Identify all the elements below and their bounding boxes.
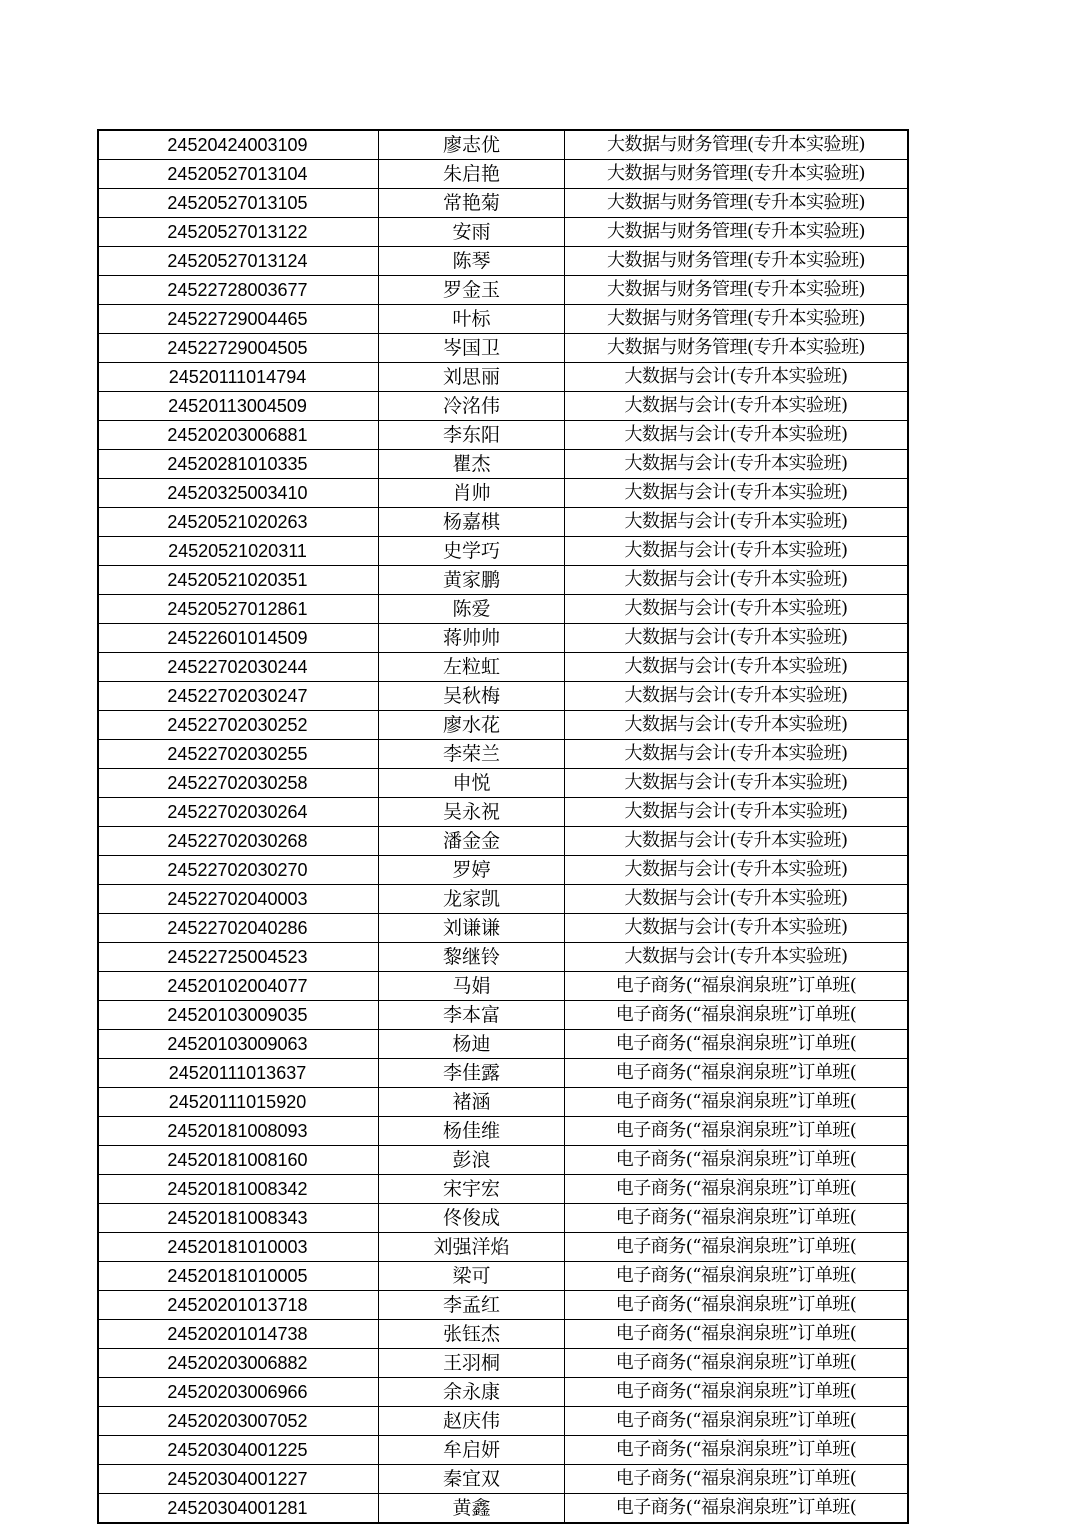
table-row <box>98 595 908 624</box>
student-id-cell: 24520111015920 <box>98 1088 379 1117</box>
major-cell: 大数据与会计(专升本实验班) <box>565 943 909 972</box>
table-row <box>98 972 908 1001</box>
major-cell: 大数据与财务管理(专升本实验班) <box>565 305 909 334</box>
student-name-cell: 申悦 <box>379 769 565 798</box>
major-cell: 电子商务(“福泉润泉班”订单班( <box>565 1117 909 1146</box>
table-row <box>98 566 908 595</box>
major-cell: 电子商务(“福泉润泉班”订单班( <box>565 1291 909 1320</box>
table-row <box>98 740 908 769</box>
student-id-cell: 24520527013104 <box>98 160 379 189</box>
major-cell: 大数据与会计(专升本实验班) <box>565 595 909 624</box>
major-cell: 大数据与财务管理(专升本实验班) <box>565 334 909 363</box>
student-name-cell: 李孟红 <box>379 1291 565 1320</box>
major-cell: 大数据与会计(专升本实验班) <box>565 711 909 740</box>
student-id-cell: 24522702030247 <box>98 682 379 711</box>
student-name-cell: 吴秋梅 <box>379 682 565 711</box>
major-cell: 大数据与会计(专升本实验班) <box>565 508 909 537</box>
table-row <box>98 914 908 943</box>
student-name-cell: 李荣兰 <box>379 740 565 769</box>
student-id-cell: 24522702030244 <box>98 653 379 682</box>
student-id-cell: 24520181010003 <box>98 1233 379 1262</box>
table-row <box>98 798 908 827</box>
student-id-cell: 24520102004077 <box>98 972 379 1001</box>
major-cell: 大数据与会计(专升本实验班) <box>565 798 909 827</box>
student-id-cell: 24520181008343 <box>98 1204 379 1233</box>
student-name-cell: 廖水花 <box>379 711 565 740</box>
student-name-cell: 岑国卫 <box>379 334 565 363</box>
table-row <box>98 1088 908 1117</box>
student-id-cell: 24520281010335 <box>98 450 379 479</box>
student-id-cell: 24522702030258 <box>98 769 379 798</box>
student-name-cell: 李本富 <box>379 1001 565 1030</box>
table-row <box>98 769 908 798</box>
student-id-cell: 24520111013637 <box>98 1059 379 1088</box>
student-name-cell: 安雨 <box>379 218 565 247</box>
table-row <box>98 1465 908 1494</box>
student-name-cell: 秦宜双 <box>379 1465 565 1494</box>
student-id-cell: 24520103009035 <box>98 1001 379 1030</box>
table-row <box>98 1001 908 1030</box>
table-row <box>98 1378 908 1407</box>
table-row <box>98 537 908 566</box>
student-id-cell: 24520304001227 <box>98 1465 379 1494</box>
major-cell: 大数据与财务管理(专升本实验班) <box>565 160 909 189</box>
table-row <box>98 1262 908 1291</box>
table-row <box>98 450 908 479</box>
table-row <box>98 508 908 537</box>
table-row <box>98 1204 908 1233</box>
major-cell: 大数据与财务管理(专升本实验班) <box>565 247 909 276</box>
student-name-cell: 陈琴 <box>379 247 565 276</box>
table-row <box>98 334 908 363</box>
student-id-cell: 24520203006966 <box>98 1378 379 1407</box>
student-id-cell: 24522725004523 <box>98 943 379 972</box>
student-name-cell: 刘谦谦 <box>379 914 565 943</box>
major-cell: 电子商务(“福泉润泉班”订单班( <box>565 1494 909 1524</box>
major-cell: 大数据与会计(专升本实验班) <box>565 827 909 856</box>
student-id-cell: 24520181008093 <box>98 1117 379 1146</box>
student-name-cell: 佟俊成 <box>379 1204 565 1233</box>
student-id-cell: 24520527012861 <box>98 595 379 624</box>
major-cell: 大数据与会计(专升本实验班) <box>565 682 909 711</box>
major-cell: 电子商务(“福泉润泉班”订单班( <box>565 1320 909 1349</box>
major-cell: 电子商务(“福泉润泉班”订单班( <box>565 1059 909 1088</box>
major-cell: 大数据与会计(专升本实验班) <box>565 740 909 769</box>
table-row <box>98 885 908 914</box>
table-row <box>98 1494 908 1524</box>
table-row <box>98 1320 908 1349</box>
student-name-cell: 常艳菊 <box>379 189 565 218</box>
table-row <box>98 1175 908 1204</box>
student-id-cell: 24522702030255 <box>98 740 379 769</box>
table-row <box>98 392 908 421</box>
student-id-cell: 24522702030268 <box>98 827 379 856</box>
major-cell: 电子商务(“福泉润泉班”订单班( <box>565 1030 909 1059</box>
student-id-cell: 24520201013718 <box>98 1291 379 1320</box>
table-row <box>98 1436 908 1465</box>
table-row <box>98 1030 908 1059</box>
student-name-cell: 赵庆伟 <box>379 1407 565 1436</box>
student-list-body <box>98 130 908 1523</box>
student-list-table <box>97 129 909 1524</box>
major-cell: 电子商务(“福泉润泉班”订单班( <box>565 1088 909 1117</box>
student-id-cell: 24520521020311 <box>98 537 379 566</box>
table-row <box>98 421 908 450</box>
student-name-cell: 黎继铃 <box>379 943 565 972</box>
student-id-cell: 24520111014794 <box>98 363 379 392</box>
major-cell: 电子商务(“福泉润泉班”订单班( <box>565 1378 909 1407</box>
major-cell: 大数据与财务管理(专升本实验班) <box>565 218 909 247</box>
table-row <box>98 276 908 305</box>
student-id-cell: 24520181008160 <box>98 1146 379 1175</box>
table-row <box>98 1146 908 1175</box>
student-name-cell: 廖志优 <box>379 130 565 160</box>
student-name-cell: 褚涵 <box>379 1088 565 1117</box>
major-cell: 大数据与会计(专升本实验班) <box>565 479 909 508</box>
student-id-cell: 24520113004509 <box>98 392 379 421</box>
student-id-cell: 24522601014509 <box>98 624 379 653</box>
table-row <box>98 363 908 392</box>
major-cell: 大数据与会计(专升本实验班) <box>565 363 909 392</box>
student-name-cell: 杨迪 <box>379 1030 565 1059</box>
student-name-cell: 朱启艳 <box>379 160 565 189</box>
student-name-cell: 余永康 <box>379 1378 565 1407</box>
student-name-cell: 黄鑫 <box>379 1494 565 1524</box>
major-cell: 电子商务(“福泉润泉班”订单班( <box>565 1233 909 1262</box>
student-id-cell: 24522702030264 <box>98 798 379 827</box>
major-cell: 大数据与会计(专升本实验班) <box>565 450 909 479</box>
student-name-cell: 彭浪 <box>379 1146 565 1175</box>
student-id-cell: 24522728003677 <box>98 276 379 305</box>
table-row <box>98 247 908 276</box>
table-row <box>98 711 908 740</box>
major-cell: 电子商务(“福泉润泉班”订单班( <box>565 1262 909 1291</box>
table-row <box>98 653 908 682</box>
table-row <box>98 1059 908 1088</box>
table-row <box>98 189 908 218</box>
table-row <box>98 682 908 711</box>
major-cell: 电子商务(“福泉润泉班”订单班( <box>565 1204 909 1233</box>
major-cell: 电子商务(“福泉润泉班”订单班( <box>565 1436 909 1465</box>
student-id-cell: 24520103009063 <box>98 1030 379 1059</box>
student-name-cell: 王羽桐 <box>379 1349 565 1378</box>
student-id-cell: 24520304001225 <box>98 1436 379 1465</box>
student-name-cell: 吴永祝 <box>379 798 565 827</box>
table-row <box>98 1349 908 1378</box>
student-name-cell: 张钰杰 <box>379 1320 565 1349</box>
student-id-cell: 24520521020263 <box>98 508 379 537</box>
table-row <box>98 305 908 334</box>
table-row <box>98 1291 908 1320</box>
student-name-cell: 牟启妍 <box>379 1436 565 1465</box>
student-name-cell: 马娟 <box>379 972 565 1001</box>
student-name-cell: 瞿杰 <box>379 450 565 479</box>
student-name-cell: 龙家凯 <box>379 885 565 914</box>
major-cell: 电子商务(“福泉润泉班”订单班( <box>565 1465 909 1494</box>
student-name-cell: 罗金玉 <box>379 276 565 305</box>
student-name-cell: 陈爱 <box>379 595 565 624</box>
table-row <box>98 827 908 856</box>
student-id-cell: 24520304001281 <box>98 1494 379 1524</box>
student-id-cell: 24520203006881 <box>98 421 379 450</box>
major-cell: 大数据与会计(专升本实验班) <box>565 421 909 450</box>
student-id-cell: 24520527013124 <box>98 247 379 276</box>
student-name-cell: 罗婷 <box>379 856 565 885</box>
table-row <box>98 1233 908 1262</box>
major-cell: 电子商务(“福泉润泉班”订单班( <box>565 972 909 1001</box>
student-name-cell: 冷洺伟 <box>379 392 565 421</box>
table-row <box>98 943 908 972</box>
table-row <box>98 856 908 885</box>
major-cell: 大数据与财务管理(专升本实验班) <box>565 276 909 305</box>
major-cell: 大数据与会计(专升本实验班) <box>565 769 909 798</box>
student-id-cell: 24520527013105 <box>98 189 379 218</box>
student-id-cell: 24522702030252 <box>98 711 379 740</box>
student-name-cell: 黄家鹏 <box>379 566 565 595</box>
student-id-cell: 24520203006882 <box>98 1349 379 1378</box>
student-name-cell: 潘金金 <box>379 827 565 856</box>
table-row <box>98 479 908 508</box>
student-name-cell: 蒋帅帅 <box>379 624 565 653</box>
student-name-cell: 李佳露 <box>379 1059 565 1088</box>
major-cell: 大数据与会计(专升本实验班) <box>565 392 909 421</box>
student-id-cell: 24520203007052 <box>98 1407 379 1436</box>
major-cell: 大数据与会计(专升本实验班) <box>565 566 909 595</box>
student-id-cell: 24522729004505 <box>98 334 379 363</box>
major-cell: 电子商务(“福泉润泉班”订单班( <box>565 1407 909 1436</box>
student-name-cell: 叶标 <box>379 305 565 334</box>
major-cell: 大数据与会计(专升本实验班) <box>565 885 909 914</box>
student-id-cell: 24520325003410 <box>98 479 379 508</box>
student-name-cell: 左粒虹 <box>379 653 565 682</box>
student-name-cell: 杨嘉棋 <box>379 508 565 537</box>
major-cell: 电子商务(“福泉润泉班”订单班( <box>565 1175 909 1204</box>
student-name-cell: 梁可 <box>379 1262 565 1291</box>
student-id-cell: 24522702040003 <box>98 885 379 914</box>
major-cell: 电子商务(“福泉润泉班”订单班( <box>565 1001 909 1030</box>
major-cell: 大数据与财务管理(专升本实验班) <box>565 189 909 218</box>
table-row <box>98 130 908 160</box>
major-cell: 大数据与会计(专升本实验班) <box>565 856 909 885</box>
major-cell: 大数据与会计(专升本实验班) <box>565 653 909 682</box>
student-name-cell: 李东阳 <box>379 421 565 450</box>
student-name-cell: 史学巧 <box>379 537 565 566</box>
table-row <box>98 160 908 189</box>
student-name-cell: 刘思丽 <box>379 363 565 392</box>
student-id-cell: 24520424003109 <box>98 130 379 160</box>
student-name-cell: 肖帅 <box>379 479 565 508</box>
student-id-cell: 24522729004465 <box>98 305 379 334</box>
table-row <box>98 218 908 247</box>
student-id-cell: 24520527013122 <box>98 218 379 247</box>
major-cell: 大数据与财务管理(专升本实验班) <box>565 130 909 160</box>
student-id-cell: 24520181010005 <box>98 1262 379 1291</box>
student-name-cell: 宋宇宏 <box>379 1175 565 1204</box>
student-id-cell: 24522702030270 <box>98 856 379 885</box>
student-id-cell: 24520201014738 <box>98 1320 379 1349</box>
major-cell: 电子商务(“福泉润泉班”订单班( <box>565 1349 909 1378</box>
major-cell: 大数据与会计(专升本实验班) <box>565 624 909 653</box>
student-id-cell: 24520181008342 <box>98 1175 379 1204</box>
student-id-cell: 24520521020351 <box>98 566 379 595</box>
table-row <box>98 624 908 653</box>
major-cell: 大数据与会计(专升本实验班) <box>565 914 909 943</box>
table-row <box>98 1407 908 1436</box>
major-cell: 大数据与会计(专升本实验班) <box>565 537 909 566</box>
major-cell: 电子商务(“福泉润泉班”订单班( <box>565 1146 909 1175</box>
student-id-cell: 24522702040286 <box>98 914 379 943</box>
student-name-cell: 杨佳维 <box>379 1117 565 1146</box>
student-name-cell: 刘强洋焰 <box>379 1233 565 1262</box>
table-row <box>98 1117 908 1146</box>
